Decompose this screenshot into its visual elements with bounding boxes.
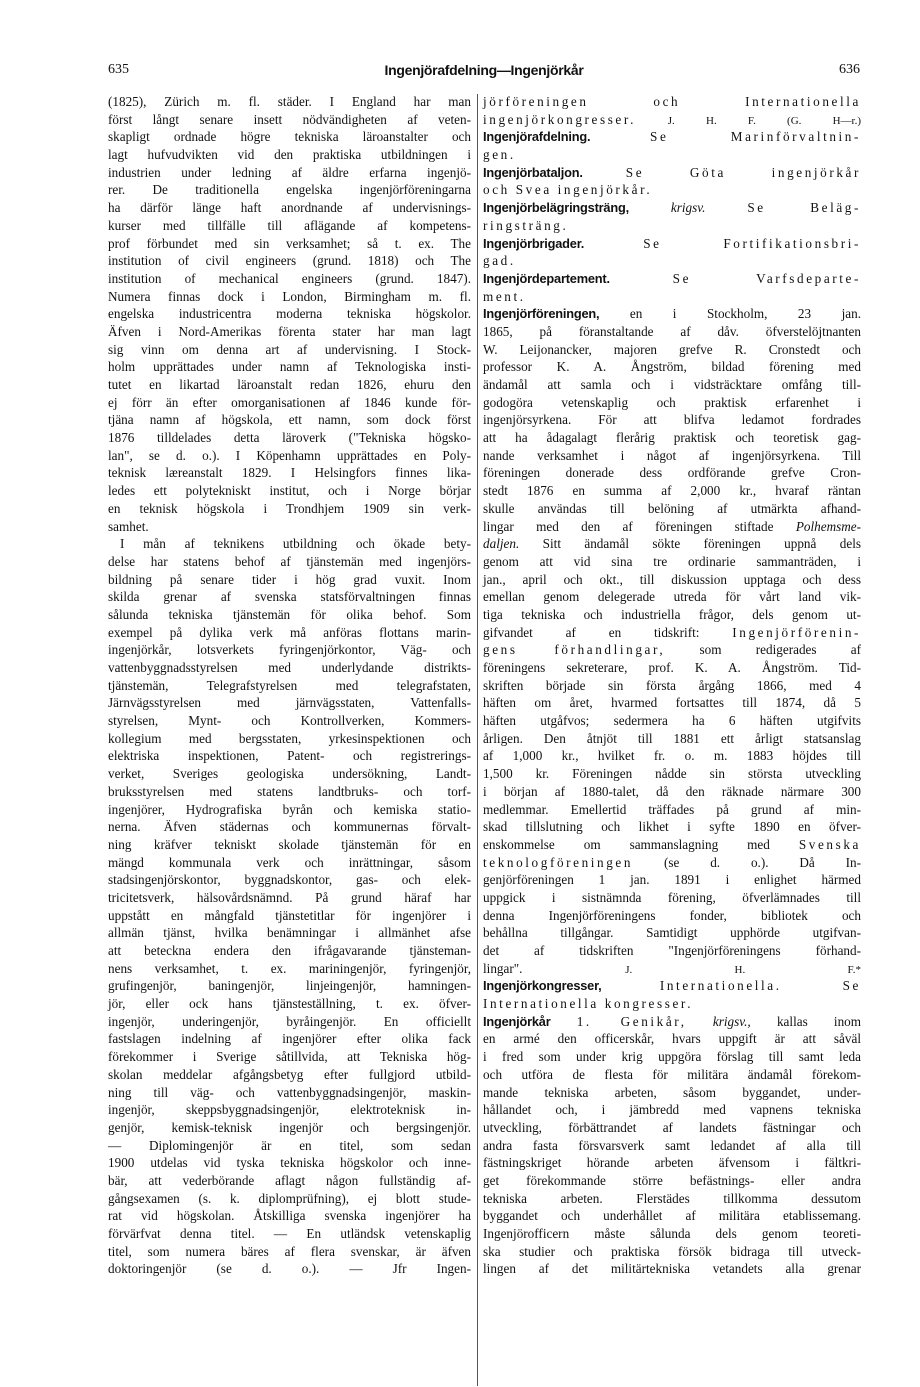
text-line: samhet. [108,518,149,534]
text-line: ingenjör, skeppsbyggnadsingenjör, elektroteknisk in- [108,1102,471,1118]
entry-line [483,977,861,995]
text-line: medlemmar. Emellertid träffades på grund af min- [483,801,861,817]
text-line: emellan genom delegerade utreda för vårt land vik- [483,589,861,605]
entry-line [483,128,861,146]
text-line: teknisk læreanstalt 1829. I Helsingfors finnes lika- [108,465,471,481]
entry-line [483,164,861,182]
text-line: bruksstyrelsen med statens landtbruks- och torf- [108,783,471,799]
text-line: andra fasta försvarsverk samt ledandet af alla till [483,1137,861,1153]
spaced-text: Svenska [798,836,861,852]
text-line: gad. [483,253,516,269]
text-line: gångsexamen (s. k. diplomprüfning), ej blott stude- [108,1190,471,1206]
text-line: häften om året, hvarmed fortsattes till 1874, då 5 [483,695,861,711]
cross-reference: Se Marinförvaltnin- [650,129,861,145]
running-header [108,62,860,82]
text-line: institution of civil engineers (grund. 1818) och The [108,253,471,269]
running-title: Ingenjörafdelning—Ingenjörkår [384,62,584,78]
text-line: lan", se d. o.). I Köpenhamn upprättades en Poly- [108,447,471,463]
italic-text: Polhemsme- [795,518,861,534]
text-line: institution of mechanical engineers (grund. 1847). [108,270,471,286]
entry-line [483,518,861,536]
text-line: Numera finnas dock i London, Birmingham m. fl. [108,288,471,304]
text-span: Sitt ändamål sökte föreningen uppnå dels [542,536,861,552]
page-number-right: 636 [839,62,860,77]
text-line: det af tidskriften "Ingenjörföreningens förhand- [483,943,861,958]
text-line: ej förr än efter omorganisationen af 1846 kunde för- [108,394,471,410]
text-line: i början af 1880-talet, då den räknade närmare 300 [483,783,861,799]
text-line: allmän tjänst, hvilka benämningar i allmänhet afse [108,925,471,941]
text-line: ment. [483,288,526,304]
entry-headword: Ingenjörkår [483,1013,551,1029]
text-line: en teknisk högskola i Trondhjem 1909 sin verk- [108,500,471,516]
text-line: skad tillslutning och likhet i syfte 1890 en öfver- [483,819,861,835]
text-line: skilda grenar af svenska statsförvaltningen finnas [108,589,471,605]
text-line: genjör, kemisk-teknisk ingenjör och bergsingenjör. [108,1119,471,1135]
text-line: (1825), Zürich m. fl. städer. I England har man [108,94,471,109]
text-line: häften utgåfvos; sedermera ha 6 häften utgifvits [483,713,861,729]
text-span: en i Stockholm, 23 jan. [629,306,861,322]
text-line: af 1,000 kr., hvilket fr. o. m. 1883 höjdes till [483,748,861,764]
text-line: kurser med tillfälle till aflägande af kompetens- [108,217,471,233]
text-line: nande verksamhet i något af ingenjörsyrkena. Till [483,447,861,463]
text-line: och utföra de flesta för militära ändamål förekom- [483,1066,861,1082]
text-span: kallas inom [776,1013,862,1029]
entry-line [483,960,861,978]
text-line: doktoringenjör (se d. o.). — Jfr Ingen- [108,1261,471,1277]
text-span: lingar". [483,960,523,976]
text-line: godogöra vetenskaplig och praktisk erfarenhet i [483,394,861,410]
entry-line [483,624,861,642]
text-line: lagt hufvudvikten vid den praktiska utbildningen i [108,147,471,163]
text-line: 1876 tilldelades detta läroverk ("Tekniska högsko- [108,430,471,446]
text-line: delse har statens behof af tjänstemän med ingenjörs- [108,553,471,569]
text-line: nens verksamhet, t. ex. mariningenjör, fyringenjör, [108,960,471,976]
text-line: I mån af teknikens utbildning och ökade bety- [120,536,471,552]
text-line: kollegium med bergsstaten, yrkesinspektionen och [108,730,471,746]
spaced-text: gens förhandlingar, [483,642,666,658]
text-line: skolan meddelar afgångsbetyg efter fullgjord utbild- [108,1066,471,1082]
text-line: tiga tekniska och industriella frågor, dels genom ut- [483,606,861,622]
cross-reference: Se Beläg- [747,200,861,216]
entry-line [483,641,861,659]
entry-headword: Ingenjörbelägringsträng, [483,200,629,216]
text-line: skulle användas till belöning af utmärkta afhand- [483,500,861,516]
text-line: Järnvägsstyrelsen med järnvägsstaten, Vattenfalls- [108,695,471,711]
text-line: ingenjör, underingenjör, byråingenjör. En officiellt [108,1013,471,1029]
text-line: att ha ådagalagt flerårig praktisk och teoretisk gag- [483,430,861,446]
cross-reference: Se Fortifikationsbri- [643,235,861,251]
text-line: rer. De traditionella engelska ingenjörföreningarna [108,182,471,198]
cross-reference: Se Göta ingenjörkår [625,164,862,180]
text-line: hållandet och, i jämbredd med vapnens tekniska [483,1102,861,1118]
signature: J. H. F.* [625,963,861,976]
text-line: att beteckna endera den ifrågavarande tjänsteman- [108,943,471,958]
text-line: en armé den officerskår, hvars uppgift är att såväl [483,1031,861,1047]
text-line: byggandet och underhållet af militära etablissemang. [483,1208,861,1224]
entry-line [483,270,861,288]
text-line: genjörföreningen 1 jan. 1891 i enlighet härmed [483,872,861,888]
text-line: W. Leijonancker, majoren grefve R. Cronstedt och [483,341,861,357]
text-line: ning till väg- och vattenbyggnadsingenjör, maskin- [108,1084,471,1100]
text-line: utveckling, förbättrandet af landets fästningar och [483,1119,861,1135]
text-line: Ingenjörofficern måste sålunda dels genom teoreti- [483,1226,861,1241]
text-line: föreningens sekreterare, prof. K. A. Ångström. Tid- [483,660,861,675]
text-line: förvärfvat denna titel. — En utländsk vetenskaplig [108,1226,471,1241]
abbreviation: krigsv. [670,200,706,216]
text-line: tricitetsverk, hälsovårdsnämnd. På grund häraf har [108,889,471,905]
entry-headword: Ingenjörafdelning. [483,129,591,145]
text-line: ingenjörsyrkena. För att blifva ledamot fordrades [483,412,861,428]
entry-line [483,1013,861,1031]
text-span: gifvandet af en tidskrift: [483,624,700,640]
text-span: som redigerades af [699,642,861,658]
text-line: styrelsen, Mynt- och Kontrollverken, Kommers- [108,713,471,729]
text-line: behållna tillgångar. Samtidigt upphörde utgifvan- [483,925,861,941]
text-line: genom att vid sina tre ordinarie sammanträden, i [483,553,861,569]
italic-text: daljen. [483,536,520,552]
text-line: industrien under ledning af äldre erfarna ingenjö- [108,164,471,180]
text-line: jan., april och okt., till diskussion upptaga och dess [483,571,861,587]
text-line: — Diplomingenjör är en titel, som sedan [108,1137,471,1153]
entry-line [483,305,861,323]
text-line: i fred som under krig uppgöra förslag till samt leda [483,1049,861,1065]
text-line: sålunda tekniska tjänstemän för olika behof. Som [108,606,471,622]
text-line: tutet en likartad läroanstalt redan 1826, ehuru den [108,377,471,392]
text-line: ingenjörkår, lotsverkets fyringenjörkontor, Väg- och [108,642,471,658]
text-line: professor K. A. Ångström, bildad förening med [483,359,861,375]
spaced-text: ingenjörkongresser. [483,111,637,127]
right-column [483,93,861,1278]
cross-reference: Se Varfsdeparte- [672,270,862,286]
text-line: mängd kommunala verk och inrättningar, såsom [108,854,471,870]
text-line: skapligt ordnade högre tekniska läroanstalter och [108,129,471,145]
text-line: uppgick i sistnämnda förening, öfverlämnades till [483,889,861,905]
entry-line [483,836,861,854]
text-line: engelska industricentra moderna tekniska högskolor. [108,306,471,322]
text-line: tjäna namn af högskola, ett namn, som dock först [108,412,471,428]
text-line: prof förbundet med sin verksamhet; så t. ex. The [108,235,471,251]
text-line: ha därför länge haft anordnande af undervisnings- [108,200,471,216]
text-line: ändamål att samla och i vidsträcktare omfång till- [483,377,861,392]
text-line: uppstått en mångfald tjänstetitlar för ingenjörer i [108,907,471,923]
text-line: 1865, på föranstaltande af dåv. öfverstelöjtnanten [483,323,861,339]
text-line: jör, eller ock hans tjänsteställning, t. ex. öfver- [108,996,471,1012]
text-line: ska studier och praktiska försök bidraga till utveck- [483,1243,861,1259]
entry-line [483,235,861,253]
text-line: ning kräfver tekniskt skolade tjänstemän för en [108,836,471,852]
column-divider [477,94,478,1386]
entry-headword: Ingenjörbataljon. [483,164,583,180]
entry-headword: Ingenjörföreningen, [483,306,600,322]
text-line: och Svea ingenjörkår. [483,182,653,198]
text-line: get förekommande större befästnings- eller andra [483,1172,861,1188]
text-line: ledes ett polytekniskt institut, och i Norge börjar [108,483,471,499]
text-span: lingar med den af föreningen stiftade [483,518,774,534]
page-number-left: 635 [108,62,129,77]
text-line: holm upprättades under namn af Teknologiska insti- [108,359,471,375]
text-line: nerna. Äfven städernas och kommunernas förvalt- [108,819,471,835]
entry-line [483,111,861,129]
text-span: (se d. o.). Då In- [663,854,862,870]
spaced-text: Internationella. Se [659,978,861,994]
entry-line [483,854,861,872]
text-line: förekommer i Sverige såtillvida, att Tekniska hög- [108,1049,471,1065]
entry-headword: Ingenjörkongresser, [483,978,602,994]
text-line: elektriska inspektionen, Patent- och registrerings- [108,748,471,764]
text-line: föreningen donerade dess ordförande grefve Cron- [483,465,861,481]
text-line: mande tekniska arbeten, såsom byggandet, under- [483,1084,861,1100]
text-line: tekniska arbeten. Flerstädes tillkomma dessutom [483,1190,861,1206]
text-line: ingenjörer, Hydrografiska byrån och kemiska statio- [108,801,471,817]
text-line: 1,500 kr. Föreningen nådde sin största utveckling [483,766,861,782]
signature: J. H. F. (G. H—r.) [667,114,862,127]
spaced-text: Ingenjörförenin- [732,624,862,640]
text-line: skriften började sin första årgång 1866, med 4 [483,677,861,693]
text-line: tjänstemän, Telegrafstyrelsen med telegrafstaten, [108,677,471,693]
text-line: 1900 utdelas vid tyska tekniska högskolor och inne- [108,1155,471,1171]
text-line: fästningskriget hörande arbeten äfvensom i fältkri- [483,1155,861,1171]
entry-line [483,535,861,553]
text-line: grufingenjör, baningenjör, linjeingenjör, hamningen- [108,978,471,994]
text-line: vattenbyggnadsstyrelsen med underlydande distrikts- [108,660,471,675]
text-line: bildning på senare tider i hög grad vuxit. Inom [108,571,471,587]
text-line: titel, som numera bäres af flera svenskar, är äfven [108,1243,471,1259]
text-line: rat vid högskolan. Åtskilliga svenska ingenjörer ha [108,1208,471,1224]
spaced-text: teknologföreningen [483,854,634,870]
text-line: fastslagen indelning af ingenjörer efter olika fack [108,1031,471,1047]
text-line: exempel på dylika verk må anföras flottans marin- [108,624,471,640]
abbreviation: krigsv., [712,1013,751,1029]
text-line: sig vinn om denna art af undervisning. I Stock- [108,341,471,357]
text-line: ringsträng. [483,217,569,233]
text-line: lingen af det militärtekniska vetandets alla grenar [483,1261,861,1277]
entry-headword: Ingenjördepartement. [483,270,610,286]
left-column [108,93,471,1278]
text-line: bär, att vederbörande aflagt någon fullständig af- [108,1172,471,1188]
text-line: först långt senare insett nödvändigheten af veten- [108,111,471,127]
text-line: gen. [483,147,516,163]
text-line: stadsingenjörskontor, byggnadskontor, gas- och elek- [108,872,471,888]
text-line: jörföreningen och Internationella [483,94,861,109]
text-line: stedt 1876 en summa af 2,000 kr., hvaraf räntan [483,483,861,499]
entry-headword: Ingenjörbrigader. [483,235,585,251]
text-line: verket, Sveriges geologiska undersökning, Landt- [108,766,471,782]
text-line: Äfven i Nord-Amerikas förenta stater har man lagt [108,323,471,339]
entry-line [483,199,861,217]
text-line: årligen. Den åtnjöt till 1881 ett årligt statsanslag [483,730,861,746]
text-line: Internationella kongresser. [483,996,694,1012]
spaced-text: 1. Genikår, [576,1013,687,1029]
text-line: denna Ingenjörföreningens fonder, bibliotek och [483,907,861,923]
text-span: enskommelse om sammanslagning med [483,836,770,852]
